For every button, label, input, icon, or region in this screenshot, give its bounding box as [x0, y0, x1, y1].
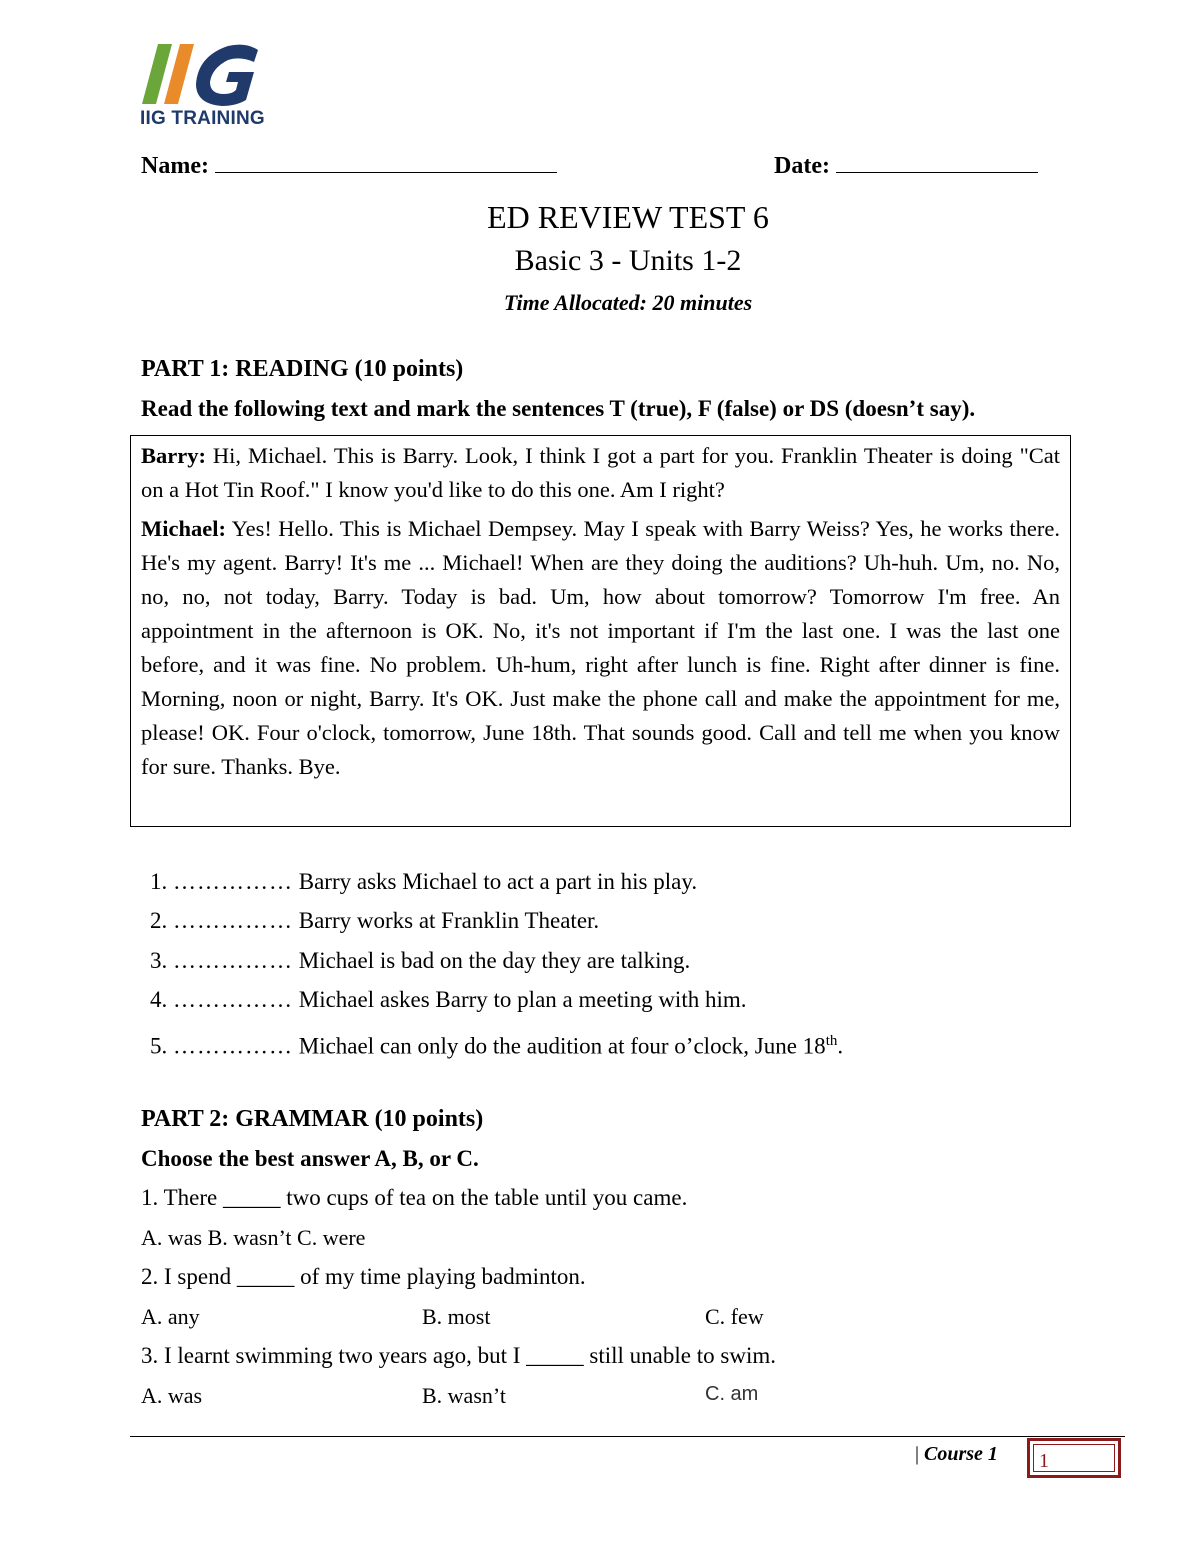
name-blank[interactable] [215, 152, 557, 173]
page-number: 1 [1039, 1450, 1049, 1472]
superscript: th [825, 1033, 838, 1049]
option-2c[interactable]: C. few [705, 1304, 764, 1329]
michael-paragraph [141, 512, 1060, 784]
question-number: 2. [150, 908, 168, 933]
option-2b[interactable]: B. most [422, 1304, 491, 1329]
answer-blank[interactable]: …………… [173, 948, 293, 973]
page-number-inner [1033, 1444, 1115, 1472]
barry-speaker: Barry: [141, 443, 206, 468]
grammar-question-2: 2. I spend _____ of my time playing badminton. [141, 1264, 586, 1289]
test-title: ED REVIEW TEST 6 [487, 199, 769, 235]
tf-question-1 [150, 869, 697, 895]
iig-logo-icon [140, 42, 270, 106]
question-text: Michael is bad on the day they are talking. [298, 948, 691, 973]
part2-instruction: Choose the best answer A, B, or C. [141, 1146, 479, 1171]
answer-blank[interactable]: …………… [173, 908, 293, 933]
course-label: Course 1 [924, 1443, 998, 1465]
date-field[interactable] [774, 152, 1038, 180]
question-number: 5. [150, 1033, 168, 1059]
footer-divider [130, 1436, 1125, 1437]
page-number-box [1027, 1438, 1121, 1478]
option-2a[interactable]: A. any [141, 1304, 200, 1329]
question-text: Michael askes Barry to plan a meeting with him. [298, 987, 747, 1012]
grammar-question-3: 3. I learnt swimming two years ago, but I _____ still unable to swim. [141, 1343, 776, 1368]
michael-speaker: Michael: [141, 516, 226, 541]
question-text: Michael can only do the audition at four o’clock, June 18 [298, 1033, 826, 1059]
tf-question-5 [150, 1033, 843, 1060]
question-text: Barry works at Franklin Theater. [298, 908, 600, 933]
date-label: Date: [774, 153, 830, 179]
question-end: . [837, 1033, 844, 1059]
name-label: Name: [141, 153, 209, 179]
date-blank[interactable] [836, 152, 1038, 173]
footer-course [915, 1443, 998, 1466]
answer-blank[interactable]: …………… [173, 987, 293, 1012]
reading-passage-box [130, 435, 1071, 827]
answer-blank[interactable]: …………… [173, 1033, 293, 1059]
michael-text: Yes! Hello. This is Michael Dempsey. May I speak with Barry Weiss? Yes, he works there. He's my agent. Barry! It's me ... Michael! When are they doing the auditions? Uh-huh. Um, no. No, no, no, not today, Barry. Today is bad. Um, how about tomorrow? Tomorrow I'm free. An appointment in the afternoon is OK. No, it's not important if I'm the last one. I was the last one before, and it was fine. No problem. Uh-hum, right after lunch is fine. Right after dinner is fine. Morning, noon or night, Barry. It's OK. Just make the phone call and make the appointment for me, please! OK. Four o'clock, tomorrow, June 18th. That sounds good. Call and tell me when you know for sure. Thanks. Bye. [141, 516, 1060, 779]
tf-question-2 [150, 908, 599, 934]
footer-separator: | [915, 1443, 920, 1465]
question-number: 3. [150, 948, 168, 973]
barry-paragraph [141, 439, 1060, 507]
time-allocated: Time Allocated: 20 minutes [503, 290, 753, 315]
grammar-options-1[interactable]: A. was B. wasn’t C. were [141, 1225, 366, 1250]
answer-blank[interactable]: …………… [173, 869, 293, 894]
part1-heading: PART 1: READING (10 points) [141, 356, 464, 382]
tf-question-4 [150, 987, 747, 1013]
option-3c[interactable]: C. am [705, 1383, 759, 1405]
part2-heading: PART 2: GRAMMAR (10 points) [141, 1106, 484, 1132]
logo-text: IIG TRAINING [140, 108, 265, 129]
barry-text: Hi, Michael. This is Barry. Look, I think I got a part for you. Franklin Theater is doing "Cat on a Hot Tin Roof." I know you'd like to do this one. Am I right? [141, 443, 1060, 502]
grammar-question-1: 1. There _____ two cups of tea on the table until you came. [141, 1185, 688, 1210]
option-3b[interactable]: B. wasn’t [422, 1383, 506, 1408]
tf-question-3 [150, 948, 690, 974]
test-subtitle: Basic 3 - Units 1-2 [514, 244, 742, 277]
question-text: Barry asks Michael to act a part in his play. [298, 869, 698, 894]
part1-instruction: Read the following text and mark the sentences T (true), F (false) or DS (doesn’t say). [141, 396, 976, 421]
question-number: 1. [150, 869, 168, 894]
question-number: 4. [150, 987, 168, 1012]
iig-logo [140, 42, 270, 132]
option-3a[interactable]: A. was [141, 1383, 203, 1408]
name-field[interactable] [141, 152, 557, 180]
